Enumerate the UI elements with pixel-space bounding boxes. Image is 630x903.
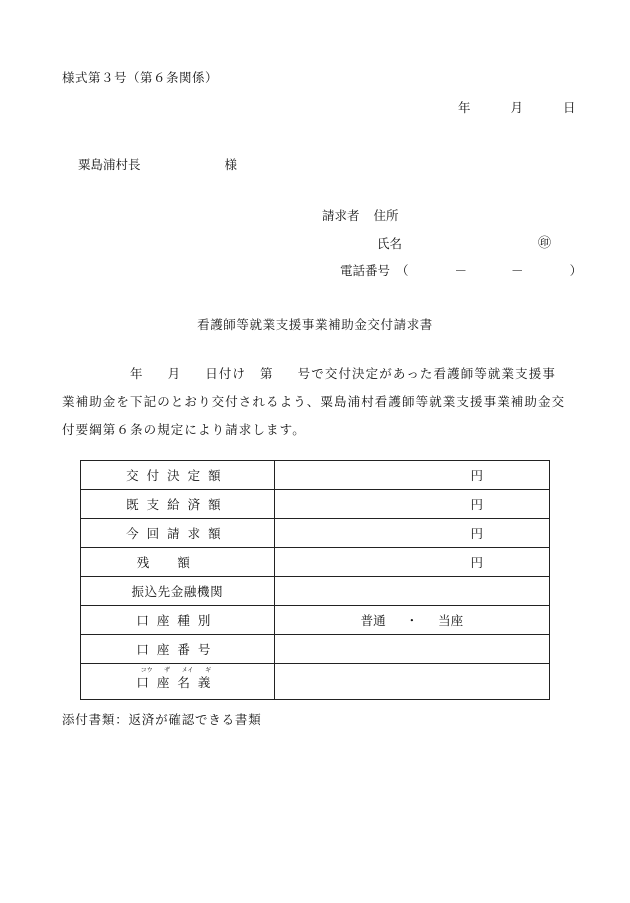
phone-line bbox=[340, 261, 582, 279]
phone-open-paren: （ bbox=[396, 263, 409, 278]
form-number: 様式第３号（第６条関係） bbox=[62, 70, 219, 85]
ruby-base: 口 bbox=[136, 674, 157, 690]
body-month: 月 bbox=[167, 366, 182, 381]
date-line bbox=[458, 98, 576, 116]
account-type-checking: 当座 bbox=[438, 613, 464, 628]
name-label: 氏名 bbox=[377, 236, 403, 251]
date-month-label: 月 bbox=[510, 100, 524, 115]
ruby-char bbox=[136, 666, 157, 691]
yen-unit: 円 bbox=[274, 461, 549, 490]
document-title: 看護師等就業支援事業補助金交付請求書 bbox=[197, 317, 433, 332]
ruby-text: コウ bbox=[140, 666, 153, 674]
body-dai: 第 bbox=[260, 366, 274, 381]
addressee-name: 粟島浦村長 bbox=[78, 157, 141, 172]
account-type-value bbox=[274, 606, 549, 635]
addressee-honorific: 様 bbox=[224, 157, 238, 172]
requester-address-line bbox=[322, 206, 399, 224]
row-label-account-name bbox=[81, 664, 275, 700]
claim-table bbox=[80, 460, 550, 700]
ruby-base: 名 bbox=[177, 674, 198, 690]
row-label-current-claim: 今回請求額 bbox=[81, 519, 275, 548]
account-name-ruby bbox=[136, 666, 219, 691]
body-year: 年 bbox=[130, 366, 144, 381]
body-day: 日付け bbox=[205, 366, 247, 381]
ruby-text: メイ bbox=[181, 666, 194, 674]
phone-dash-2: － bbox=[511, 263, 524, 278]
requester-role-label: 請求者 bbox=[322, 208, 360, 223]
row-label-decided-amount: 交付決定額 bbox=[81, 461, 275, 490]
address-label: 住所 bbox=[373, 208, 399, 223]
ruby-char bbox=[156, 666, 178, 691]
table-row bbox=[81, 606, 550, 635]
table-row bbox=[81, 461, 550, 490]
date-year-label: 年 bbox=[458, 100, 471, 115]
addressee bbox=[78, 155, 237, 173]
account-type-separator: ・ bbox=[405, 613, 419, 628]
body-text bbox=[62, 360, 582, 444]
row-label-remaining: 残額 bbox=[81, 548, 275, 577]
ruby-text: ザ bbox=[164, 666, 171, 674]
table-row bbox=[81, 664, 550, 700]
phone-dash-1: － bbox=[454, 263, 468, 278]
yen-unit: 円 bbox=[274, 519, 549, 548]
attachments-note: 添付書類：返済が確認できる書類 bbox=[62, 712, 262, 727]
account-type-ordinary: 普通 bbox=[360, 613, 386, 628]
row-label-account-number: 口座番号 bbox=[81, 635, 275, 664]
ruby-base: 座 bbox=[156, 674, 178, 690]
table-row bbox=[81, 635, 550, 664]
table-row bbox=[81, 548, 550, 577]
body-line1-rest: 号で交付決定があった看護師等就業支援事 bbox=[297, 366, 556, 381]
account-name-value bbox=[274, 664, 549, 700]
ruby-text: ギ bbox=[205, 666, 212, 674]
date-day-label: 日 bbox=[563, 100, 576, 115]
yen-unit: 円 bbox=[274, 548, 549, 577]
row-label-bank: 振込先金融機関 bbox=[81, 577, 275, 606]
table-row bbox=[81, 519, 550, 548]
row-label-account-type: 口座種別 bbox=[81, 606, 275, 635]
ruby-base: 義 bbox=[197, 674, 219, 690]
phone-close-paren: ） bbox=[569, 263, 583, 278]
body-line-1 bbox=[62, 360, 582, 388]
row-label-paid-amount: 既支給済額 bbox=[81, 490, 275, 519]
body-line-2: 業補助金を下記のとおり交付されるよう、粟島浦村看護師等就業支援事業補助金交 bbox=[62, 394, 566, 409]
table-row bbox=[81, 577, 550, 606]
phone-label: 電話番号 bbox=[340, 263, 391, 278]
seal-mark: ㊞ bbox=[538, 236, 552, 251]
bank-value bbox=[274, 577, 549, 606]
body-line-3: 付要綱第６条の規定により請求します。 bbox=[62, 422, 306, 437]
yen-unit: 円 bbox=[274, 490, 549, 519]
account-number-value bbox=[274, 635, 549, 664]
table-row bbox=[81, 490, 550, 519]
ruby-char bbox=[177, 666, 198, 691]
ruby-char bbox=[197, 666, 219, 691]
